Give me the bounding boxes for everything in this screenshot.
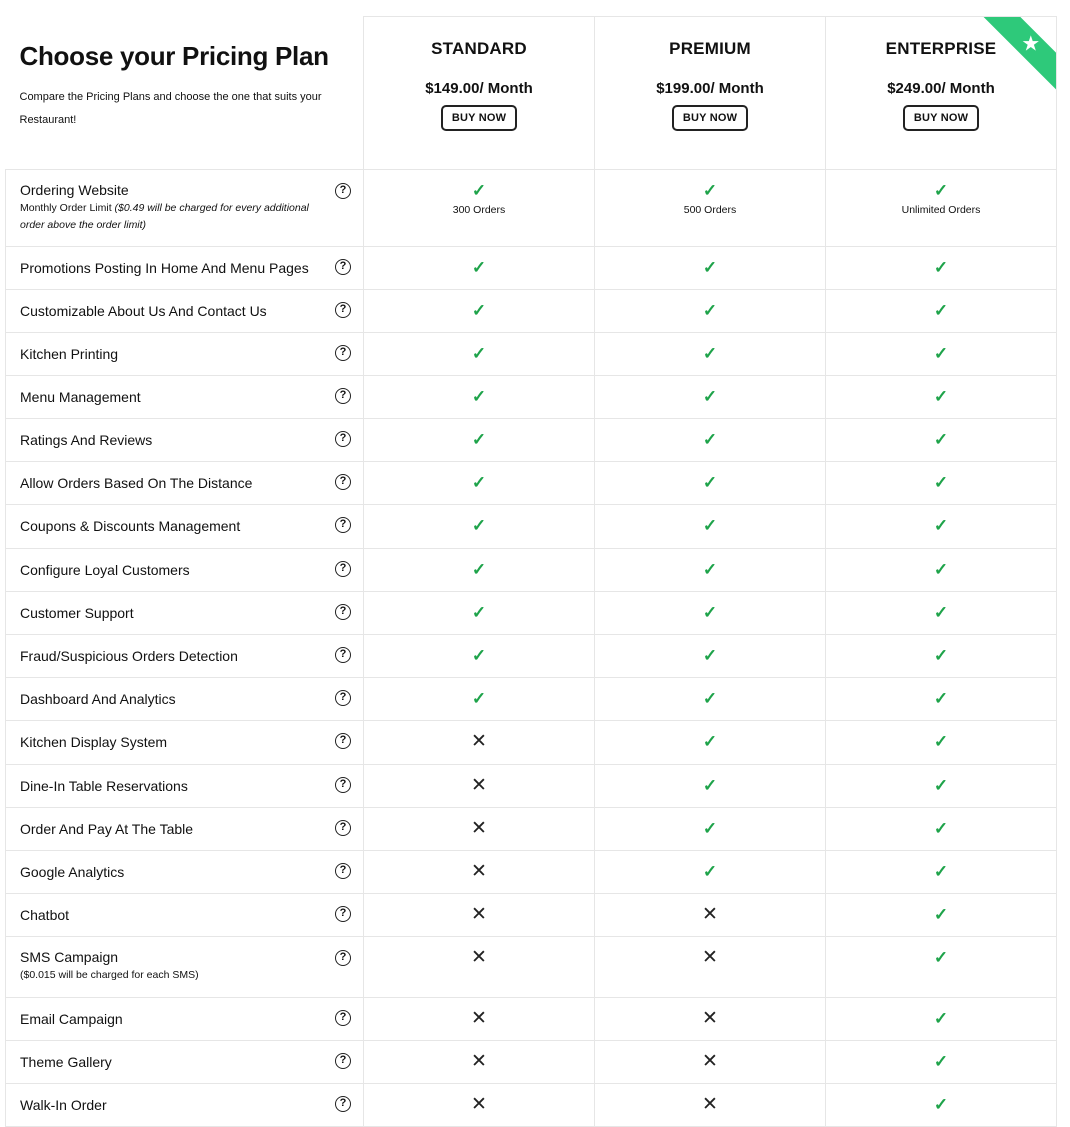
cross-icon: ✕	[702, 1093, 718, 1115]
feature-row	[6, 764, 1057, 807]
check-icon: ✓	[702, 645, 718, 665]
page-title: Choose your Pricing Plan	[19, 40, 329, 71]
feature-row	[6, 634, 1057, 677]
cross-icon: ✕	[471, 946, 487, 968]
buy-now-button-enterprise[interactable]: BUY NOW	[903, 105, 979, 131]
plan-name: ENTERPRISE	[885, 39, 997, 58]
feature-name: Email Campaign	[20, 1010, 123, 1027]
help-icon[interactable]: ?	[335, 474, 351, 490]
check-icon: ✓	[933, 688, 949, 708]
feature-row	[6, 807, 1057, 850]
plan-feature-cell	[595, 764, 826, 807]
help-icon[interactable]: ?	[335, 733, 351, 749]
check-icon: ✓	[702, 516, 718, 535]
check-icon: ✓	[933, 861, 949, 881]
plan-feature-cell	[595, 850, 826, 893]
plan-feature-cell	[826, 893, 1057, 936]
check-icon: ✓	[933, 386, 949, 406]
help-icon[interactable]: ?	[335, 561, 351, 577]
feature-name: Kitchen Display System	[20, 734, 168, 750]
check-icon: ✓	[471, 386, 487, 406]
plan-feature-cell	[826, 548, 1057, 591]
check-icon: ✓	[471, 559, 487, 579]
help-icon[interactable]: ?	[335, 777, 351, 793]
plan-feature-cell	[826, 807, 1057, 850]
feature-row	[6, 169, 1057, 246]
plan-feature-cell	[364, 764, 595, 807]
feature-name: Allow Orders Based On The Distance	[20, 474, 253, 491]
cross-icon: ✕	[471, 817, 487, 839]
help-icon[interactable]: ?	[335, 820, 351, 836]
feature-cell	[6, 332, 364, 375]
plan-feature-cell	[595, 677, 826, 720]
feature-name: Customer Support	[20, 604, 134, 621]
check-icon: ✓	[702, 429, 718, 449]
feature-name: Dine-In Table Reservations	[20, 777, 188, 794]
plan-feature-cell	[595, 720, 826, 764]
plan-feature-cell	[595, 997, 826, 1040]
check-icon: ✓	[702, 818, 718, 838]
check-icon: ✓	[933, 1051, 949, 1071]
cross-icon: ✕	[471, 1093, 487, 1115]
plan-feature-cell	[364, 591, 595, 634]
feature-cell	[6, 246, 364, 289]
feature-name: Theme Gallery	[20, 1053, 112, 1070]
cross-icon: ✕	[471, 903, 487, 925]
feature-cell	[6, 591, 364, 634]
feature-cell	[6, 997, 364, 1040]
check-icon: ✓	[702, 180, 718, 200]
plan-feature-cell	[826, 332, 1057, 375]
cross-icon: ✕	[471, 860, 487, 882]
check-icon: ✓	[933, 645, 949, 665]
feature-row	[6, 997, 1057, 1040]
check-icon: ✓	[471, 645, 487, 665]
cross-icon: ✕	[702, 1007, 718, 1029]
feature-cell	[6, 289, 364, 332]
plan-feature-cell	[364, 720, 595, 764]
help-icon[interactable]: ?	[335, 388, 351, 404]
check-icon: ✓	[933, 300, 949, 320]
check-icon: ✓	[702, 386, 718, 406]
plan-feature-cell	[595, 504, 826, 548]
feature-cell	[6, 1083, 364, 1126]
plan-feature-cell	[826, 764, 1057, 807]
check-icon: ✓	[471, 300, 487, 320]
plan-feature-cell	[595, 634, 826, 677]
feature-name: Walk-In Order	[20, 1096, 107, 1113]
plan-feature-cell	[595, 289, 826, 332]
plan-feature-cell	[826, 634, 1057, 677]
plan-feature-cell	[826, 246, 1057, 289]
feature-row	[6, 461, 1057, 504]
check-icon: ✓	[933, 947, 949, 967]
check-icon: ✓	[933, 775, 949, 795]
feature-name: Promotions Posting In Home And Menu Pages	[20, 259, 309, 276]
plan-feature-cell	[364, 332, 595, 375]
page-subtitle: Compare the Pricing Plans and choose the one that suits your Restaurant!	[19, 90, 322, 126]
plan-standard	[364, 17, 595, 170]
order-limit-label: 500 Orders	[683, 203, 737, 216]
plan-feature-cell	[364, 893, 595, 936]
check-icon: ✓	[702, 472, 718, 492]
feature-cell	[6, 504, 364, 548]
cross-icon: ✕	[471, 1050, 487, 1072]
check-icon: ✓	[702, 688, 718, 708]
plan-feature-cell	[364, 1040, 595, 1083]
plan-feature-cell	[826, 1040, 1057, 1083]
cross-icon: ✕	[471, 731, 487, 752]
plan-price: $149.00/ Month	[425, 80, 533, 97]
plan-feature-cell	[826, 1083, 1057, 1126]
plan-feature-cell	[364, 997, 595, 1040]
plan-feature-cell	[595, 807, 826, 850]
check-icon: ✓	[702, 343, 718, 363]
feature-cell	[6, 764, 364, 807]
plan-feature-cell	[595, 936, 826, 997]
plan-feature-cell	[364, 548, 595, 591]
order-limit-label: Unlimited Orders	[901, 203, 981, 216]
check-icon: ✓	[933, 180, 949, 200]
feature-cell	[6, 634, 364, 677]
help-icon[interactable]: ?	[335, 690, 351, 706]
feature-cell	[6, 807, 364, 850]
plan-feature-cell	[595, 461, 826, 504]
plan-feature-cell	[364, 169, 595, 246]
check-icon: ✓	[933, 343, 949, 363]
cross-icon: ✕	[702, 1050, 718, 1072]
help-icon[interactable]: ?	[335, 1053, 351, 1069]
help-icon[interactable]: ?	[335, 950, 351, 966]
plan-feature-cell	[595, 591, 826, 634]
check-icon: ✓	[933, 904, 949, 924]
feature-name: Customizable About Us And Contact Us	[20, 302, 267, 319]
pricing-table	[5, 16, 1057, 1127]
feature-note-text: Monthly Order Limit	[20, 201, 115, 214]
buy-now-button-premium[interactable]: BUY NOW	[672, 105, 748, 131]
feature-cell	[6, 720, 364, 764]
check-icon: ✓	[933, 559, 949, 579]
check-icon: ✓	[471, 257, 487, 277]
check-icon: ✓	[702, 257, 718, 277]
help-icon[interactable]: ?	[335, 259, 351, 275]
feature-row	[6, 1083, 1057, 1126]
feature-cell	[6, 461, 364, 504]
plan-price: $199.00/ Month	[656, 80, 764, 97]
plan-feature-cell	[595, 893, 826, 936]
feature-name: Configure Loyal Customers	[20, 561, 190, 578]
feature-row	[6, 893, 1057, 936]
feature-cell	[6, 418, 364, 461]
plan-feature-cell	[595, 375, 826, 418]
feature-name: Order And Pay At The Table	[20, 820, 194, 837]
feature-name: Fraud/Suspicious Orders Detection	[20, 647, 238, 664]
feature-cell	[6, 169, 364, 246]
plan-feature-cell	[364, 677, 595, 720]
plan-feature-cell	[364, 1083, 595, 1126]
feature-row	[6, 720, 1057, 764]
pricing-table-wrapper	[5, 16, 1057, 1127]
plan-premium	[595, 17, 826, 170]
feature-name: Dashboard And Analytics	[20, 690, 176, 707]
plan-feature-cell	[595, 548, 826, 591]
feature-cell	[6, 893, 364, 936]
feature-cell	[6, 850, 364, 893]
check-icon: ✓	[702, 602, 718, 622]
feature-name: Ratings And Reviews	[20, 431, 153, 448]
check-icon: ✓	[933, 472, 949, 492]
help-icon[interactable]: ?	[335, 863, 351, 879]
order-limit-label: 300 Orders	[452, 203, 506, 216]
feature-row	[6, 418, 1057, 461]
check-icon: ✓	[471, 429, 487, 449]
help-icon[interactable]: ?	[335, 183, 351, 199]
check-icon: ✓	[471, 602, 487, 622]
plan-feature-cell	[595, 1040, 826, 1083]
plan-feature-cell	[826, 461, 1057, 504]
check-icon: ✓	[471, 472, 487, 492]
check-icon: ✓	[702, 775, 718, 795]
feature-name: Ordering Website	[20, 181, 129, 198]
plan-feature-cell	[826, 591, 1057, 634]
plan-feature-cell	[364, 418, 595, 461]
plan-feature-cell	[826, 720, 1057, 764]
help-icon[interactable]: ?	[335, 345, 351, 361]
feature-cell	[6, 1040, 364, 1083]
feature-note-italic: ($0.49 will be charged for every additional order above the order limit)	[20, 201, 309, 231]
buy-now-button-standard[interactable]: BUY NOW	[441, 105, 517, 131]
check-icon: ✓	[933, 1008, 949, 1028]
header-row	[6, 17, 1057, 170]
cross-icon: ✕	[471, 1007, 487, 1029]
plan-feature-cell	[595, 169, 826, 246]
help-icon[interactable]: ?	[335, 431, 351, 447]
plan-feature-cell	[826, 850, 1057, 893]
help-icon[interactable]: ?	[335, 906, 351, 922]
help-icon[interactable]: ?	[335, 1010, 351, 1026]
feature-row	[6, 289, 1057, 332]
check-icon: ✓	[702, 559, 718, 579]
plan-feature-cell	[364, 936, 595, 997]
feature-name: Kitchen Printing	[20, 345, 119, 362]
feature-row	[6, 332, 1057, 375]
plan-feature-cell	[595, 246, 826, 289]
check-icon: ✓	[933, 602, 949, 622]
plan-enterprise	[826, 17, 1057, 170]
feature-note-text: ($0.015 will be charged for each SMS)	[20, 968, 199, 981]
feature-row	[6, 504, 1057, 548]
feature-row	[6, 1040, 1057, 1083]
feature-cell	[6, 548, 364, 591]
check-icon: ✓	[471, 516, 487, 535]
feature-row	[6, 591, 1057, 634]
feature-name: Google Analytics	[20, 863, 125, 880]
plan-feature-cell	[364, 504, 595, 548]
plan-feature-cell	[364, 807, 595, 850]
cross-icon: ✕	[471, 774, 487, 796]
plan-feature-cell	[826, 169, 1057, 246]
plan-name: STANDARD	[431, 39, 527, 58]
plan-feature-cell	[364, 246, 595, 289]
feature-row	[6, 936, 1057, 997]
plan-price: $249.00/ Month	[887, 80, 995, 97]
plan-feature-cell	[826, 289, 1057, 332]
plan-feature-cell	[595, 1083, 826, 1126]
plan-feature-cell	[364, 850, 595, 893]
star-icon: ★	[1021, 32, 1041, 56]
feature-note	[20, 200, 335, 234]
cross-icon: ✕	[702, 903, 718, 925]
check-icon: ✓	[933, 516, 949, 535]
feature-name: Coupons & Discounts Management	[20, 518, 241, 534]
check-icon: ✓	[933, 818, 949, 838]
feature-row	[6, 548, 1057, 591]
check-icon: ✓	[933, 732, 949, 751]
check-icon: ✓	[933, 1094, 949, 1114]
feature-row	[6, 850, 1057, 893]
check-icon: ✓	[471, 343, 487, 363]
feature-cell	[6, 936, 364, 997]
help-icon[interactable]: ?	[335, 647, 351, 663]
feature-note	[20, 967, 335, 984]
check-icon: ✓	[471, 180, 487, 200]
plan-feature-cell	[826, 677, 1057, 720]
plan-feature-cell	[364, 634, 595, 677]
feature-name: Chatbot	[20, 906, 70, 923]
check-icon: ✓	[702, 861, 718, 881]
plan-feature-cell	[595, 418, 826, 461]
feature-cell	[6, 375, 364, 418]
feature-row	[6, 246, 1057, 289]
plan-feature-cell	[364, 289, 595, 332]
plan-feature-cell	[826, 936, 1057, 997]
plan-feature-cell	[826, 997, 1057, 1040]
plan-feature-cell	[364, 375, 595, 418]
check-icon: ✓	[702, 732, 718, 751]
feature-row	[6, 677, 1057, 720]
plan-feature-cell	[364, 461, 595, 504]
help-icon[interactable]: ?	[335, 517, 351, 533]
check-icon: ✓	[702, 300, 718, 320]
plan-feature-cell	[826, 375, 1057, 418]
feature-name: SMS Campaign	[20, 948, 119, 965]
header-intro	[6, 17, 364, 170]
check-icon: ✓	[933, 257, 949, 277]
feature-row	[6, 375, 1057, 418]
feature-name: Menu Management	[20, 388, 141, 405]
help-icon[interactable]: ?	[335, 1096, 351, 1112]
plan-feature-cell	[826, 418, 1057, 461]
check-icon: ✓	[471, 688, 487, 708]
help-icon[interactable]: ?	[335, 604, 351, 620]
feature-cell	[6, 677, 364, 720]
plan-name: PREMIUM	[669, 39, 751, 58]
plan-feature-cell	[826, 504, 1057, 548]
plan-feature-cell	[595, 332, 826, 375]
check-icon: ✓	[933, 429, 949, 449]
help-icon[interactable]: ?	[335, 302, 351, 318]
cross-icon: ✕	[702, 946, 718, 968]
